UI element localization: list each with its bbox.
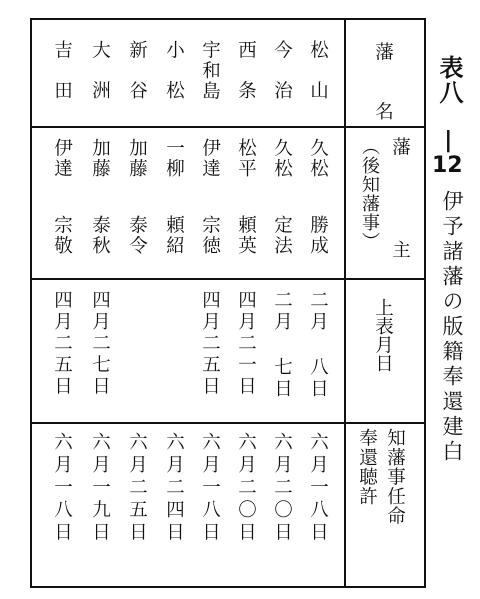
approval-date: 六月一八日	[51, 432, 73, 545]
approval-date: 六月二四日	[163, 432, 185, 545]
row-divider-3	[32, 422, 424, 424]
table-number-dash: |	[444, 128, 453, 153]
header-date: 上表月日	[372, 298, 394, 372]
lord-family: 伊達	[199, 138, 221, 179]
table-number-value: 12	[432, 153, 463, 178]
lord-family: 久松	[307, 138, 329, 179]
header-hanshu-paren: （後知藩事）	[359, 137, 380, 251]
approval-date: 六月一九日	[89, 432, 111, 545]
lord-given: 泰令	[126, 215, 148, 256]
header-han-name: 藩 名	[372, 42, 394, 130]
table-caption: 伊予諸藩の版籍奉還建白	[440, 190, 464, 465]
han-name: 今治	[271, 40, 293, 121]
submission-date: 四月二七日	[89, 290, 111, 398]
han-name: 大洲	[89, 40, 111, 121]
approval-date: 六月一八日	[199, 432, 221, 545]
lord-given: 頼紹	[163, 215, 185, 256]
submission-date: 四月二五日	[51, 290, 73, 398]
lord-given: 勝成	[307, 215, 329, 256]
approval-date: 六月二五日	[126, 432, 148, 545]
approval-date: 六月一八日	[307, 432, 329, 545]
header-hanshu-main: 藩	[389, 137, 411, 157]
table-title: 表八	[435, 55, 463, 105]
submission-date: 二月 七日	[271, 290, 293, 400]
lord-given: 定法	[271, 215, 293, 256]
table-number	[432, 128, 463, 178]
header-approval-2: 奉還聴許	[356, 428, 378, 506]
lord-family: 加藤	[126, 138, 148, 179]
han-name: 西条	[235, 40, 257, 121]
han-name: 新谷	[126, 40, 148, 121]
approval-date: 六月二〇日	[271, 432, 293, 545]
header-approval-1: 知藩事任命	[384, 428, 406, 526]
submission-date: 二月 八日	[307, 290, 329, 400]
han-name: 小松	[163, 40, 185, 121]
lord-family: 久松	[271, 138, 293, 179]
submission-date: 四月二五日	[199, 290, 221, 398]
han-name: 吉田	[51, 40, 73, 121]
lord-family: 松平	[235, 138, 257, 179]
lord-family: 加藤	[89, 138, 111, 179]
han-name: 松山	[307, 40, 329, 121]
han-name: 宇和島	[199, 40, 221, 102]
lord-given: 宗徳	[199, 215, 221, 256]
lord-given: 宗敬	[51, 215, 73, 256]
lord-family: 一柳	[163, 138, 185, 179]
lord-given: 泰秋	[89, 215, 111, 256]
row-divider-2	[32, 278, 424, 280]
header-divider	[344, 20, 346, 586]
row-divider-1	[32, 126, 424, 128]
approval-date: 六月二〇日	[235, 432, 257, 545]
header-hanshu-tail: 主	[389, 240, 411, 260]
lord-given: 頼英	[235, 215, 257, 256]
lord-family: 伊達	[51, 138, 73, 179]
submission-date: 四月二一日	[235, 290, 257, 398]
